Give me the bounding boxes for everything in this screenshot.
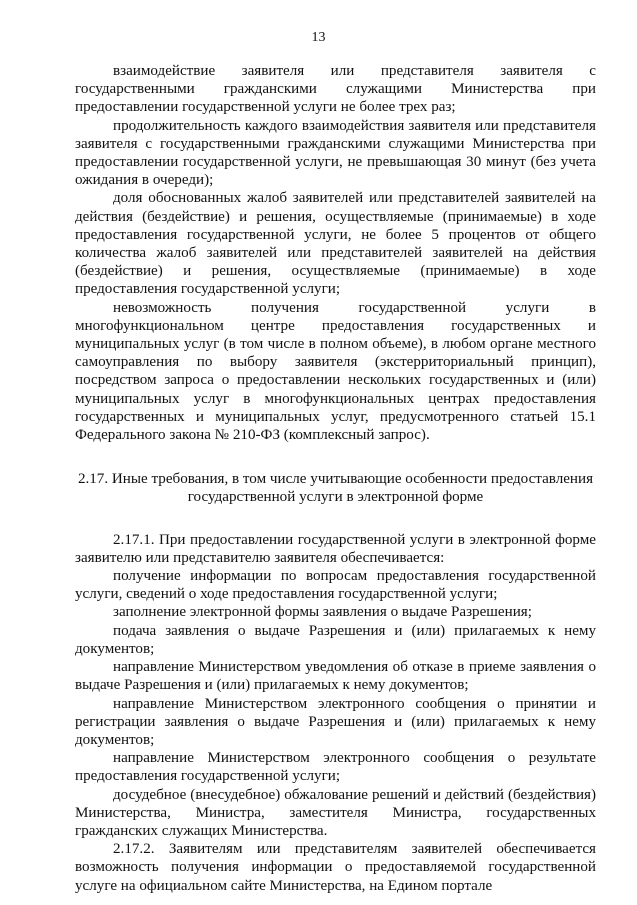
list-item-info: получение информации по вопросам предоставления государственной услуги, сведений о ходе предоставления государственной услуги;: [75, 568, 596, 603]
paragraph-complaints-share: доля обоснованных жалоб заявителей или представителей заявителей на действия (бездействие) и решения, осуществляемые (принимаемые) в ходе предоставления государственной услуги, не более 5 процентов от общего количества жалоб заявителей или представителей заявителей на действия (бездействие) и решения, осуществляемые (принимаемые) в ходе предоставления государственной услуги;: [75, 190, 596, 298]
paragraph-mfc-impossibility: невозможность получения государственной услуги в многофункциональном центре предоставления государственных и муниципальных услуг (в том числе в полном объеме), в любом органе местного самоуправления по выбору заявителя (экстерриториальный принцип), посредством запроса о предоставлении нескольких государственных и (или) муниципальных услуг в многофункциональных центрах предоставления государственных и муниципальных услуг, предусмотренного статьей 15.1 Федерального закона № 210-ФЗ (комплексный запрос).: [75, 299, 596, 444]
paragraph-interaction-count: взаимодействие заявителя или представителя заявителя с государственными гражданскими служащими Министерства при предоставлении государственной услуги не более трех раз;: [75, 63, 596, 116]
list-item-submission: подача заявления о выдаче Разрешения и (или) прилагаемых к нему документов;: [75, 622, 596, 657]
document-body: [75, 62, 596, 895]
page-number: 13: [311, 30, 326, 45]
list-item-result-message: направление Министерством электронного сообщения о результате предоставления государственной услуги;: [75, 750, 596, 785]
section-heading-line-2: государственной услуги в электронной форме: [187, 489, 484, 506]
list-item-refusal-notice: направление Министерством уведомления об отказе в приеме заявления о выдаче Разрешения и (или) прилагаемых к нему документов;: [75, 659, 596, 694]
paragraph-2-17-1: 2.17.1. При предоставлении государственной услуги в электронной форме заявителю или представителю заявителя обеспечивается:: [75, 531, 596, 566]
list-item-appeal: досудебное (внесудебное) обжалование решений и действий (бездействия) Министерства, Министра, заместителя Министра, государственных гражданских служащих Министерства.: [75, 786, 596, 839]
list-item-form-fill: заполнение электронной формы заявления о выдаче Разрешения;: [113, 604, 532, 621]
paragraph-interaction-duration: продолжительность каждого взаимодействия заявителя или представителя заявителя с государственными гражданскими служащими Министерства при предоставлении государственной услуги, не превышающая 30 минут (без учета ожидания в очереди);: [75, 117, 596, 189]
list-item-registration-message: направление Министерством электронного сообщения о принятии и регистрации заявления о выдаче Разрешения и (или) прилагаемых к нему документов;: [75, 695, 596, 748]
section-heading-2-17: [75, 470, 596, 506]
paragraph-2-17-2: 2.17.2. Заявителям или представителям заявителей обеспечивается возможность получения информации о предоставляемой государственной услуге на официальном сайте Министерства, на Едином портале: [75, 841, 596, 894]
section-heading-line-1: 2.17. Иные требования, в том числе учитывающие особенности предоставления: [77, 471, 594, 488]
